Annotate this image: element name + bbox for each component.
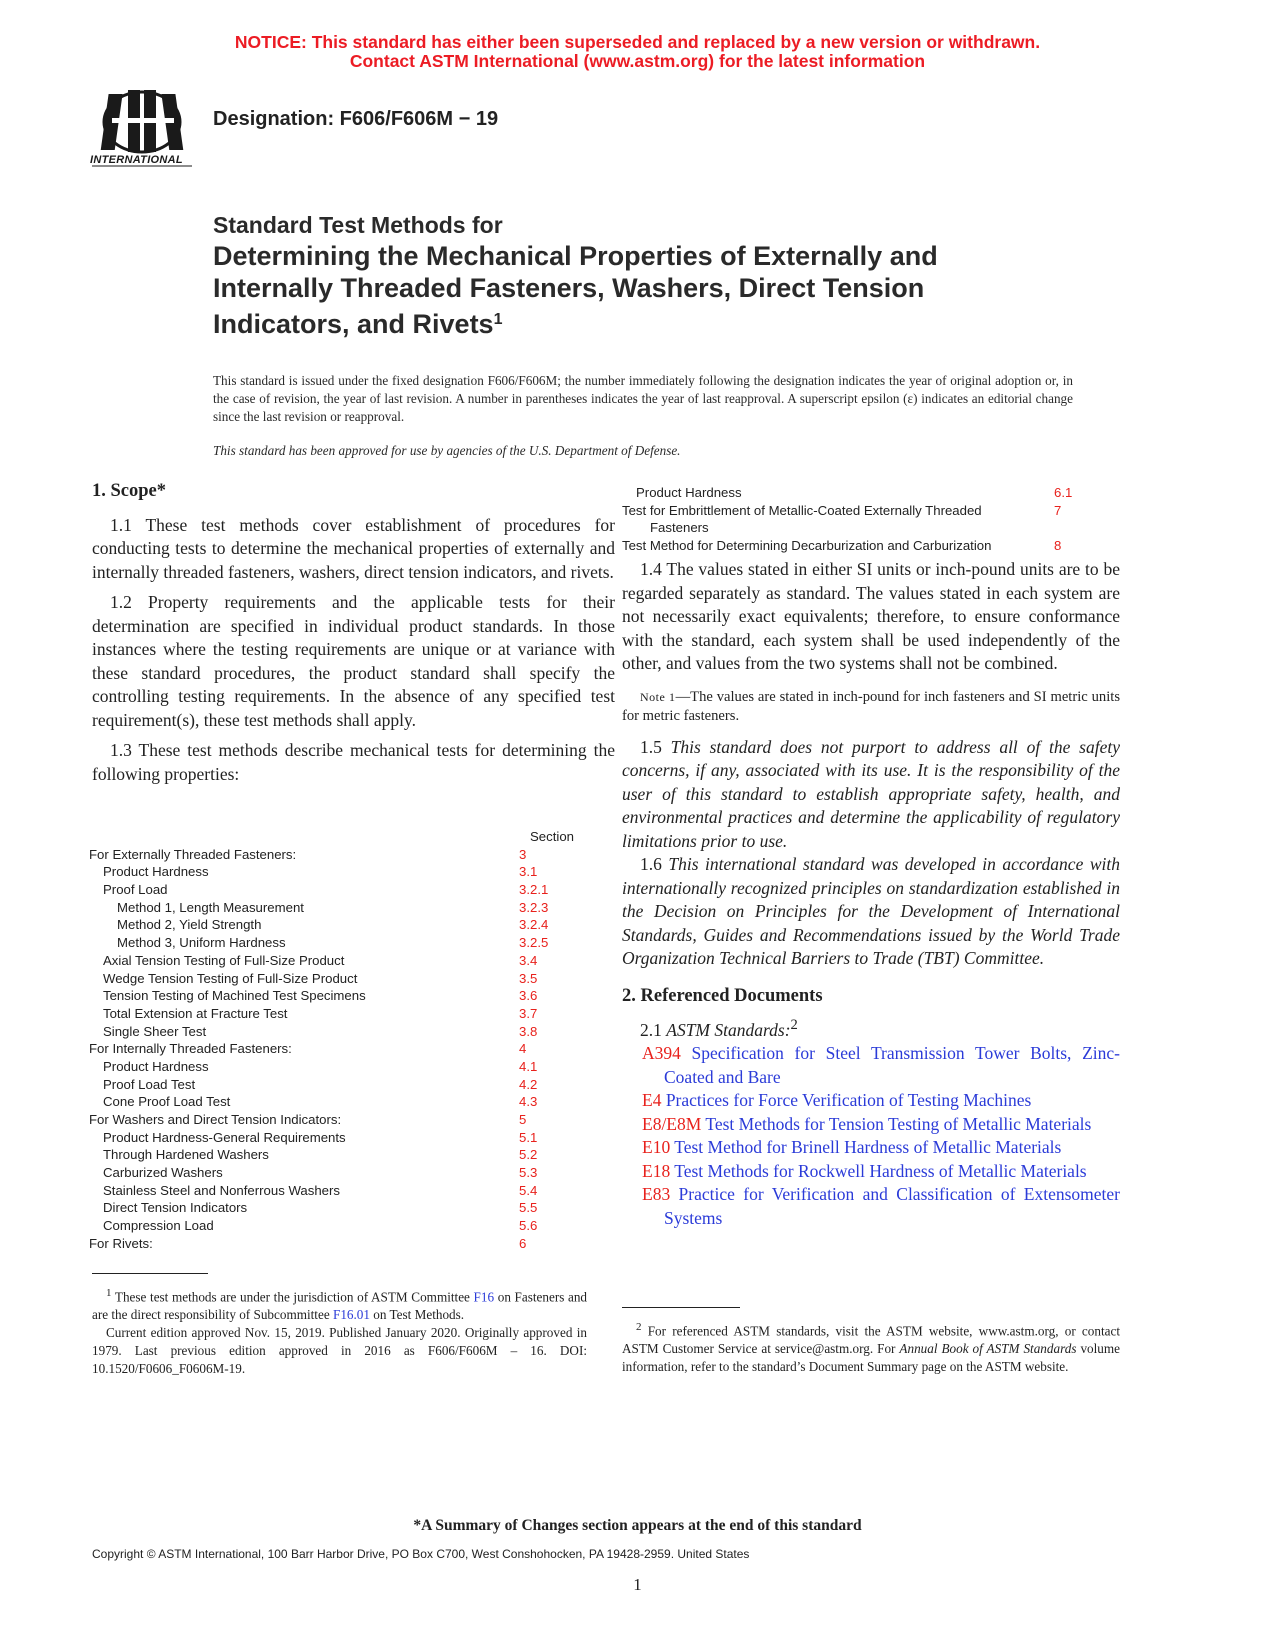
contents-label: Fasteners: [650, 520, 709, 536]
title-line-1: Standard Test Methods for: [213, 212, 503, 238]
standard-title-link[interactable]: Test Methods for Rockwell Hardness of Metallic Materials: [670, 1160, 1087, 1181]
document-title: [213, 210, 1113, 340]
contents-section-link[interactable]: 5: [519, 1112, 527, 1127]
contents-table: [89, 828, 589, 1253]
standard-title-link[interactable]: Specification for Steel Transmission Tower Bolts, Zinc-Coated and Bare: [664, 1043, 1120, 1087]
contents-section-link[interactable]: 5.6: [519, 1218, 538, 1234]
contents-label: Product Hardness: [103, 1058, 209, 1074]
paragraph-1-2: 1.2 Property requirements and the applicable tests for their determination are specified in individual product standards. In those instances where the testing requirements are unique or at variance with these standard procedures, the product standard shall specify the controlling testing requirements. In the absence of any specified test requirement(s), these test methods shall apply.: [92, 592, 615, 730]
referenced-standard[interactable]: [642, 1183, 1120, 1230]
contents-section-link[interactable]: 4.3: [519, 1094, 538, 1110]
contents-section-link[interactable]: 3.7: [519, 1005, 538, 1021]
paragraph-1-3: 1.3 These test methods describe mechanical tests for determining the following properties:: [92, 740, 615, 784]
section-2-heading: 2. Referenced Documents: [622, 985, 823, 1006]
note-1-label: Note 1: [640, 689, 676, 704]
contents-label: Single Sheer Test: [103, 1023, 207, 1039]
title-line-3: Internally Threaded Fasteners, Washers, Direct Tension: [213, 273, 925, 303]
contents-row: [89, 1093, 589, 1111]
contents-label: Method 1, Length Measurement: [117, 899, 304, 915]
edition-note: Current edition approved Nov. 15, 2019. Published January 2020. Originally approved in 1979. Last previous edition approved in 2016 as F606/F606M – 16. DOI: 10.1520/F0606_F0606M-19.: [92, 1325, 587, 1377]
footnote-2-ref[interactable]: 2: [790, 1017, 798, 1033]
standard-title-link[interactable]: Practices for Force Verification of Testing Machines: [661, 1090, 1032, 1111]
contents-label: For Externally Threaded Fasteners:: [89, 846, 297, 862]
referenced-standard[interactable]: [642, 1089, 1120, 1113]
summary-of-changes-note: *A Summary of Changes section appears at the end of this standard: [413, 1517, 862, 1534]
contents-section-link[interactable]: 5.1: [519, 1129, 538, 1145]
contents-section-link[interactable]: 3: [519, 846, 527, 862]
contents-row: [89, 1129, 589, 1147]
referenced-standard[interactable]: [642, 1160, 1120, 1184]
contents-row: [89, 846, 589, 864]
designation: Designation: F606/F606M − 19: [213, 108, 499, 130]
footnote-2: $^2$ For referenced ASTM standards, visit the ASTM website, www.astm.org, or contact ASTM Customer Service at service@astm.org. For Annual Book of ASTM Standards volume information, refer to the standard’s Document Summary page on the ASTM website.: [622, 1321, 1121, 1375]
contents-row: [622, 484, 1122, 502]
withdrawal-notice: [0, 33, 1275, 71]
contents-section-link[interactable]: 6: [519, 1235, 527, 1251]
contents-label: Stainless Steel and Nonferrous Washers: [103, 1182, 341, 1198]
referenced-standards-list: [622, 1042, 1120, 1230]
contents-label: Wedge Tension Testing of Full-Size Product: [103, 970, 358, 986]
contents-row: [89, 1199, 589, 1217]
contents-label: Cone Proof Load Test: [103, 1094, 231, 1110]
paragraph-1-6: 1.6 This international standard was developed in accordance with internationally recognized principles on standardization established in the Decision on Principles for the Development of International Standards, Guides and Recommendations issued by the World Trade Organization Technical Barriers to Trade (TBT) Committee.: [622, 854, 1121, 968]
contents-label: Proof Load: [103, 882, 168, 898]
dod-approval: This standard has been approved for use by agencies of the U.S. Department of Defense.: [213, 443, 681, 458]
footnote-1: $^1$ These test methods are under the jurisdiction of ASTM Committee F16 on Fasteners and are the direct responsibility of Subcommittee F16.01 on Test Methods. Current edition approved Nov. 15, 2019. Published January 2020. Originally approved in 1979. Last previous edition approved in 2016 as F606/F606M – 16. DOI: 10.1520/F0606_F0606M-19.: [92, 1287, 588, 1377]
contents-label: Proof Load Test: [103, 1076, 196, 1092]
contents-row: [89, 987, 589, 1005]
contents-section-link[interactable]: 3.6: [519, 988, 538, 1004]
contents-row: [89, 863, 589, 881]
contents-label: For Rivets:: [89, 1235, 153, 1251]
contents-section-link[interactable]: 5.2: [519, 1147, 538, 1163]
standard-code-link[interactable]: E10: [642, 1137, 671, 1158]
contents-section-link[interactable]: 4.1: [519, 1058, 538, 1074]
paragraph-1-4: 1.4 The values stated in either SI units or inch-pound units are to be regarded separately as standard. The values stated in each system are not necessarily exact equivalents; therefore, to ensure conformance with the standard, each system shall be used independently of the other, and values from the two systems shall not be combined.: [622, 559, 1120, 673]
contents-row: [89, 916, 589, 934]
astm-logo: [92, 84, 192, 174]
left-column: [92, 480, 615, 786]
copyright-line: Copyright © ASTM International, 100 Barr Harbor Drive, PO Box C700, West Conshohocken, PA 19428-2959. United States: [92, 1547, 750, 1561]
contents-section-link[interactable]: 3.2.1: [519, 882, 549, 898]
footnote-2-divider: [622, 1307, 740, 1308]
contents-section-link[interactable]: 6.1: [1054, 485, 1073, 500]
contents-row: [89, 1023, 589, 1041]
contents-label: For Internally Threaded Fasteners:: [89, 1041, 292, 1057]
contents-label: Method 2, Yield Strength: [117, 917, 262, 933]
standard-code-link[interactable]: E83: [642, 1184, 671, 1205]
contents-row: [89, 1005, 589, 1023]
contents-section-link[interactable]: 5.5: [519, 1200, 538, 1216]
notice-line-2: Contact ASTM International (www.astm.org) for the latest information: [349, 51, 926, 71]
contents-row: [89, 1111, 589, 1129]
contents-label: Axial Tension Testing of Full-Size Product: [103, 952, 345, 968]
contents-row: [89, 1058, 589, 1076]
contents-label: Tension Testing of Machined Test Specimens: [103, 988, 366, 1004]
title-footnote-ref[interactable]: 1: [493, 311, 503, 328]
contents-section-link[interactable]: 3.2.3: [519, 899, 549, 915]
contents-label: Carburized Washers: [103, 1165, 223, 1181]
section-1-heading: 1. Scope*: [92, 481, 166, 501]
contents-section-link[interactable]: 5.3: [519, 1165, 538, 1181]
contents-section-link[interactable]: 4: [519, 1041, 527, 1057]
contents-section-link[interactable]: 3.2.4: [519, 917, 549, 933]
right-column: [622, 558, 1120, 1230]
note-1: Note 1—The values are stated in inch-pound for inch fasteners and SI metric units for metric fasteners.: [622, 688, 1121, 724]
contents-label: Product Hardness: [103, 864, 209, 880]
logo-wordmark: INTERNATIONAL: [90, 154, 183, 166]
contents-label: Test for Embrittlement of Metallic-Coated Externally Threaded: [622, 502, 982, 518]
issue-statement: This standard is issued under the fixed designation F606/F606M; the number immediately following the designation indicates the year of original adoption or, in the case of revision, the year of last revision. A number in parentheses indicates the year of last reapproval. A superscript epsilon (ε) indicates an editorial change since the last revision or reapproval.: [213, 373, 1073, 424]
contents-row: [89, 1164, 589, 1182]
standard-title-link[interactable]: Test Methods for Tension Testing of Metallic Materials: [701, 1113, 1092, 1134]
contents-row: [89, 881, 589, 899]
standard-code-link[interactable]: E18: [642, 1160, 671, 1181]
contents-row: [89, 1235, 589, 1253]
contents-table-continued: [622, 484, 1122, 555]
footnote-divider: [92, 1273, 208, 1274]
standard-title-link[interactable]: Test Method for Brinell Hardness of Metallic Materials: [670, 1137, 1062, 1158]
contents-row: [89, 970, 589, 988]
contents-section-link[interactable]: 3.4: [519, 952, 538, 968]
contents-label: Product Hardness-General Requirements: [103, 1129, 346, 1145]
contents-row: [89, 1076, 589, 1094]
title-line-4: Indicators, and Rivets$^1$: [213, 309, 503, 339]
contents-section-link[interactable]: 4.2: [519, 1076, 538, 1092]
contents-label: Test Method for Determining Decarburization and Carburization: [622, 538, 992, 554]
standard-title-link[interactable]: Practice for Verification and Classification of Extensometer Systems: [664, 1184, 1120, 1228]
contents-row-continuation: [622, 519, 1122, 537]
paragraph-1-1: 1.1 These test methods cover establishment of procedures for conducting tests to determine the mechanical properties of externally and internally threaded fasteners, washers, direct tension indicators, and rivets.: [92, 514, 615, 582]
contents-label: For Washers and Direct Tension Indicators:: [89, 1112, 342, 1127]
contents-header: Section: [530, 829, 574, 844]
contents-row: [89, 1217, 589, 1235]
page-number: 1: [633, 1575, 642, 1594]
contents-list-continued: [622, 484, 1122, 555]
contents-section-link[interactable]: 3.2.5: [519, 935, 549, 951]
contents-section-link[interactable]: 3.8: [519, 1023, 538, 1039]
referenced-standard[interactable]: [642, 1042, 1120, 1089]
contents-row: [89, 899, 589, 917]
contents-label: Compression Load: [103, 1218, 214, 1234]
contents-row: [89, 1182, 589, 1200]
title-line-2: Determining the Mechanical Properties of Externally and: [213, 241, 938, 271]
contents-row: [622, 537, 1122, 555]
astm-standards-subheading: 2.1 ASTM Standards:$^2$: [640, 1017, 798, 1040]
contents-section-link[interactable]: 5.4: [519, 1182, 538, 1198]
contents-row: [89, 952, 589, 970]
contents-row: [89, 1146, 589, 1164]
contents-list: [89, 846, 589, 1253]
contents-section-link[interactable]: 8: [1054, 538, 1062, 554]
subcommittee-f16-01-link[interactable]: F16.01: [332, 1307, 370, 1323]
contents-label: Direct Tension Indicators: [103, 1200, 248, 1216]
contents-row: [89, 934, 589, 952]
notice-line-1: NOTICE: This standard has either been superseded and replaced by a new version or withdrawn.: [234, 32, 1041, 52]
contents-section-link[interactable]: 3.5: [519, 970, 538, 986]
standard-code-link[interactable]: A394: [642, 1043, 681, 1064]
standard-code-link[interactable]: E4: [642, 1090, 662, 1111]
footnote-2-marker: 2: [636, 1321, 642, 1333]
contents-section-link[interactable]: 7: [1054, 502, 1062, 518]
contents-label: Product Hardness: [636, 485, 742, 500]
standard-code-link[interactable]: E8/E8M: [642, 1113, 702, 1134]
referenced-standard[interactable]: [642, 1136, 1120, 1160]
committee-f16-link[interactable]: F16: [473, 1289, 495, 1305]
referenced-standard[interactable]: [642, 1113, 1120, 1137]
contents-label: Method 3, Uniform Hardness: [117, 935, 286, 951]
contents-section-link[interactable]: 3.1: [519, 864, 538, 880]
footnote-1-marker: 1: [106, 1287, 112, 1299]
contents-label: Through Hardened Washers: [103, 1147, 269, 1163]
contents-label: Total Extension at Fracture Test: [103, 1005, 288, 1021]
contents-row: [89, 1040, 589, 1058]
paragraph-1-5: 1.5 This standard does not purport to address all of the safety concerns, if any, associated with its use. It is the responsibility of the user of this standard to establish appropriate safety, health, and environmental practices and determine the applicability of regulatory limitations prior to use.: [622, 736, 1120, 851]
contents-row: [622, 502, 1122, 520]
